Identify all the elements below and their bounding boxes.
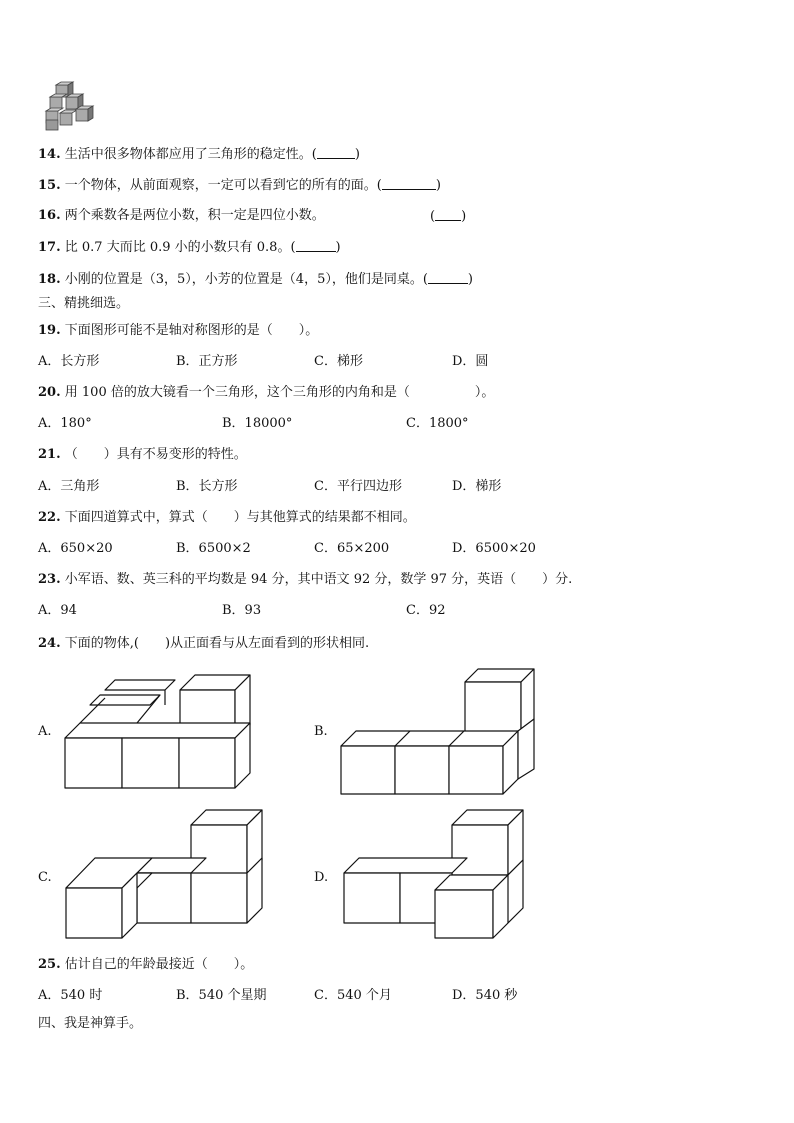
question-text: 小刚的位置是（3，5），小芳的位置是（4，5），他们是同桌。( [64, 272, 428, 287]
option-a[interactable]: A．540 时 [38, 988, 103, 1003]
question-number: 23. [38, 572, 61, 587]
section-heading-4: 四、我是神算手。 [38, 1016, 143, 1031]
option-d[interactable]: D．梯形 [452, 479, 502, 494]
question-24 [38, 636, 369, 652]
answer-blank[interactable] [296, 239, 336, 252]
question-text: 下面图形可能不是轴对称图形的是（ ）。 [64, 323, 319, 338]
question-number: 15. [38, 178, 61, 193]
answer-blank[interactable] [435, 208, 461, 221]
question-number: 21. [38, 447, 61, 462]
question-text: 用 100 倍的放大镜看一个三角形，这个三角形的内角和是（ ）。 [64, 385, 495, 400]
option-d[interactable]: D．540 秒 [452, 988, 518, 1003]
question-20 [38, 385, 494, 401]
option-a[interactable]: A．180° [38, 416, 92, 431]
question-text: 下面四道算式中，算式（ ）与其他算式的结果都不相同。 [64, 510, 416, 525]
option-c-label[interactable]: C. [38, 870, 52, 885]
answer-blank[interactable] [317, 146, 355, 159]
option-c[interactable]: C．540 个月 [314, 988, 392, 1003]
question-number: 19. [38, 323, 61, 338]
question-16-answer: ( ) [430, 209, 467, 224]
question-14: 14. 生活中很多物体都应用了三角形的稳定性。( ) [38, 147, 360, 162]
question-text: 两个乘数各是两位小数，积一定是四位小数。 [64, 208, 325, 223]
option-b[interactable]: B．6500×2 [176, 541, 251, 556]
option-a[interactable]: A．94 [38, 603, 77, 618]
question-text: （ ）具有不易变形的特性。 [64, 447, 247, 462]
question-22 [38, 510, 416, 526]
option-a-label[interactable]: A. [38, 724, 52, 739]
option-b-label[interactable]: B. [314, 724, 328, 739]
option-c[interactable]: C．92 [406, 603, 446, 618]
question-number: 16. [38, 208, 61, 223]
question-18: 18. 小刚的位置是（3，5），小芳的位置是（4，5），他们是同桌。( ) [38, 272, 473, 287]
question-number: 24. [38, 636, 61, 651]
option-d-label[interactable]: D. [314, 870, 329, 885]
question-25 [38, 957, 253, 973]
question-text: 小军语、数、英三科的平均数是 94 分，其中语文 92 分，数学 97 分，英语（ ）分. [64, 572, 573, 587]
option-d[interactable]: D．6500×20 [452, 541, 536, 556]
option-c[interactable]: C．65×200 [314, 541, 390, 556]
question-text: 下面的物体,( )从正面看与从左面看到的形状相同. [64, 636, 370, 651]
cube-figure-a[interactable] [60, 670, 260, 795]
question-19 [38, 323, 318, 339]
question-number: 22. [38, 510, 61, 525]
option-a[interactable]: A．三角形 [38, 479, 100, 494]
answer-blank[interactable] [428, 271, 468, 284]
question-15: 15. 一个物体，从前面观察，一定可以看到它的所有的面。( ) [38, 178, 441, 193]
answer-blank[interactable] [382, 177, 436, 190]
question-text: 估计自己的年龄最接近（ ）。 [64, 957, 254, 972]
question-17: 17. 比 0.7 大而比 0.9 小的小数只有 0.8。( ) [38, 240, 341, 255]
option-d[interactable]: D．圆 [452, 354, 489, 369]
cube-figure-c[interactable] [60, 808, 270, 943]
question-number: 18. [38, 272, 61, 287]
question-23 [38, 572, 572, 588]
option-b[interactable]: B．93 [222, 603, 262, 618]
question-number: 17. [38, 240, 61, 255]
option-a[interactable]: A．长方形 [38, 354, 100, 369]
option-b[interactable]: B．长方形 [176, 479, 238, 494]
question-number: 20. [38, 385, 61, 400]
question-16 [38, 208, 325, 224]
question-text: 比 0.7 大而比 0.9 小的小数只有 0.8。( [64, 240, 296, 255]
option-c[interactable]: C．梯形 [314, 354, 363, 369]
option-b[interactable]: B．540 个星期 [176, 988, 267, 1003]
cube-figure-b[interactable] [338, 664, 543, 799]
section-heading-3: 三、精挑细选。 [38, 296, 130, 311]
option-b[interactable]: B．正方形 [176, 354, 238, 369]
question-number: 14. [38, 147, 61, 162]
cube-stack-image [44, 82, 98, 134]
question-21 [38, 447, 247, 463]
question-number: 25. [38, 957, 61, 972]
option-a[interactable]: A．650×20 [38, 541, 113, 556]
question-text: 生活中很多物体都应用了三角形的稳定性。( [64, 147, 317, 162]
cube-figure-d[interactable] [340, 808, 530, 943]
question-text: 一个物体，从前面观察，一定可以看到它的所有的面。( [64, 178, 382, 193]
option-b[interactable]: B．18000° [222, 416, 293, 431]
option-c[interactable]: C．平行四边形 [314, 479, 402, 494]
option-c[interactable]: C．1800° [406, 416, 469, 431]
